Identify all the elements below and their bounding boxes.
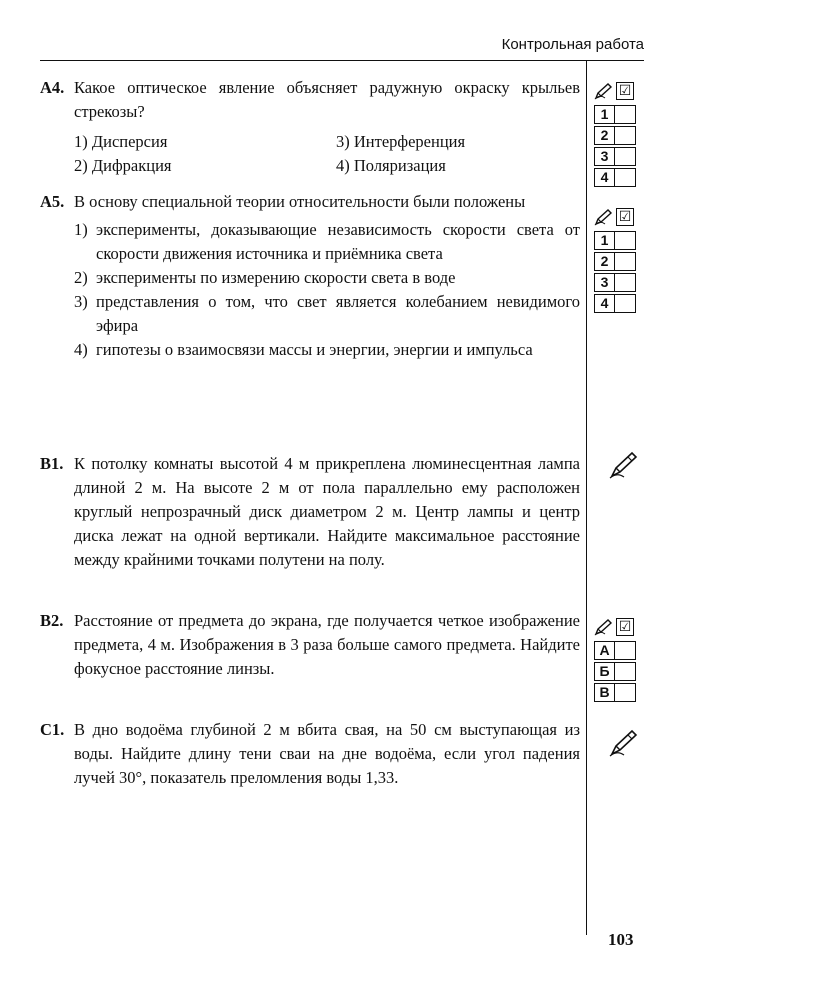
option-2 <box>74 154 336 178</box>
answer-row <box>594 682 636 703</box>
answer-label: 1 <box>594 231 615 250</box>
option-number: 1) <box>74 220 88 239</box>
option-number: 4) <box>336 156 350 175</box>
option-1 <box>74 218 580 266</box>
answer-cell[interactable] <box>615 252 636 271</box>
answer-cell[interactable] <box>615 147 636 166</box>
option-number: 4) <box>74 340 88 359</box>
question-b2 <box>40 609 580 681</box>
option-3 <box>336 130 580 154</box>
pencil-icon <box>594 82 614 100</box>
option-2 <box>74 266 580 290</box>
answer-label: В <box>594 683 615 702</box>
option-text: Дифракция <box>91 156 172 175</box>
question-text: К потолку комнаты высотой 4 м прикреплена люминесцентная лампа длиной 2 м. На высоте 2 м от пола параллельно ему расположен круглый непрозрачный диск диаметром 2 м. Центр лампы и центр диска лежат на одной вертикали. Найдите максимальное расстояние между крайними точками полутени на полу. <box>74 454 580 569</box>
answer-cell[interactable] <box>615 168 636 187</box>
question-a5 <box>40 190 580 362</box>
question-text: Расстояние от предмета до экрана, где получается четкое изображение предмета, 4 м. Изображения в 3 раза больше самого предмета. Найдите фокусное расстояние линзы. <box>74 611 580 678</box>
option-text: эксперименты, доказывающие независимость скорости света от скорости движения источника и приёмника света <box>96 220 580 263</box>
answer-box-a5 <box>594 206 636 314</box>
option-number: 3) <box>336 132 350 151</box>
option-number: 2) <box>74 268 88 287</box>
option-number: 3) <box>74 292 88 311</box>
answer-box-header <box>594 616 636 638</box>
margin-rule <box>586 60 587 935</box>
answer-row <box>594 293 636 314</box>
checkmark-icon: ☑ <box>616 208 634 226</box>
question-number: C1. <box>40 720 65 739</box>
question-c1 <box>40 718 580 790</box>
options <box>74 218 580 362</box>
answer-label: А <box>594 641 615 660</box>
answer-box-a4 <box>594 80 636 188</box>
question-a4 <box>40 76 580 178</box>
option-text: представления о том, что свет является колебанием невидимого эфира <box>96 292 580 335</box>
question-b1 <box>40 452 580 572</box>
answer-label: 3 <box>594 147 615 166</box>
answer-cell[interactable] <box>615 273 636 292</box>
answer-row <box>594 167 636 188</box>
option-text: Интерференция <box>353 132 466 151</box>
answer-cell[interactable] <box>615 105 636 124</box>
option-text: эксперименты по измерению скорости света в воде <box>96 268 456 287</box>
checkmark-icon: ☑ <box>616 618 634 636</box>
answer-box-b2 <box>594 616 636 703</box>
answer-label: 4 <box>594 168 615 187</box>
answer-label: Б <box>594 662 615 681</box>
option-4 <box>336 154 580 178</box>
answer-cell[interactable] <box>615 641 636 660</box>
question-number: B1. <box>40 454 64 473</box>
option-3 <box>74 290 580 338</box>
answer-cell[interactable] <box>615 231 636 250</box>
option-number: 2) <box>74 156 88 175</box>
options <box>74 130 580 178</box>
option-4 <box>74 338 580 362</box>
option-number: 1) <box>74 132 88 151</box>
answer-row <box>594 640 636 661</box>
question-text: В дно водоёма глубиной 2 м вбита свая, на 50 см выступающая из воды. Найдите длину тени сваи на дне водоёма, если угол падения лучей 30°, показатель преломления воды 1,33. <box>74 720 580 787</box>
answer-row <box>594 104 636 125</box>
header-rule <box>40 60 644 61</box>
answer-row <box>594 146 636 167</box>
answer-label: 4 <box>594 294 615 313</box>
answer-row <box>594 251 636 272</box>
checkmark-icon: ☑ <box>616 82 634 100</box>
answer-label: 2 <box>594 126 615 145</box>
option-text: гипотезы о взаимосвязи массы и энергии, энергии и импульса <box>96 340 533 359</box>
page-number: 103 <box>608 930 634 949</box>
answer-label: 3 <box>594 273 615 292</box>
header-title: Контрольная работа <box>501 36 644 53</box>
question-number: A5. <box>40 192 65 211</box>
answer-label: 2 <box>594 252 615 271</box>
answer-row <box>594 661 636 682</box>
option-1 <box>74 130 336 154</box>
answer-row <box>594 230 636 251</box>
option-text: Дисперсия <box>91 132 168 151</box>
question-text: Какое оптическое явление объясняет радужную окраску крыльев стрекозы? <box>74 78 580 121</box>
pen-icon <box>608 450 638 480</box>
pencil-icon <box>594 618 614 636</box>
answer-cell[interactable] <box>615 683 636 702</box>
pencil-icon <box>594 208 614 226</box>
question-text: В основу специальной теории относительности были положены <box>74 192 526 211</box>
answer-label: 1 <box>594 105 615 124</box>
question-number: A4. <box>40 78 65 97</box>
pen-icon <box>608 728 638 758</box>
answer-box-header <box>594 206 636 228</box>
answer-box-header <box>594 80 636 102</box>
answer-cell[interactable] <box>615 294 636 313</box>
answer-row <box>594 125 636 146</box>
answer-cell[interactable] <box>615 662 636 681</box>
question-number: B2. <box>40 611 64 630</box>
answer-cell[interactable] <box>615 126 636 145</box>
answer-row <box>594 272 636 293</box>
option-text: Поляризация <box>353 156 446 175</box>
